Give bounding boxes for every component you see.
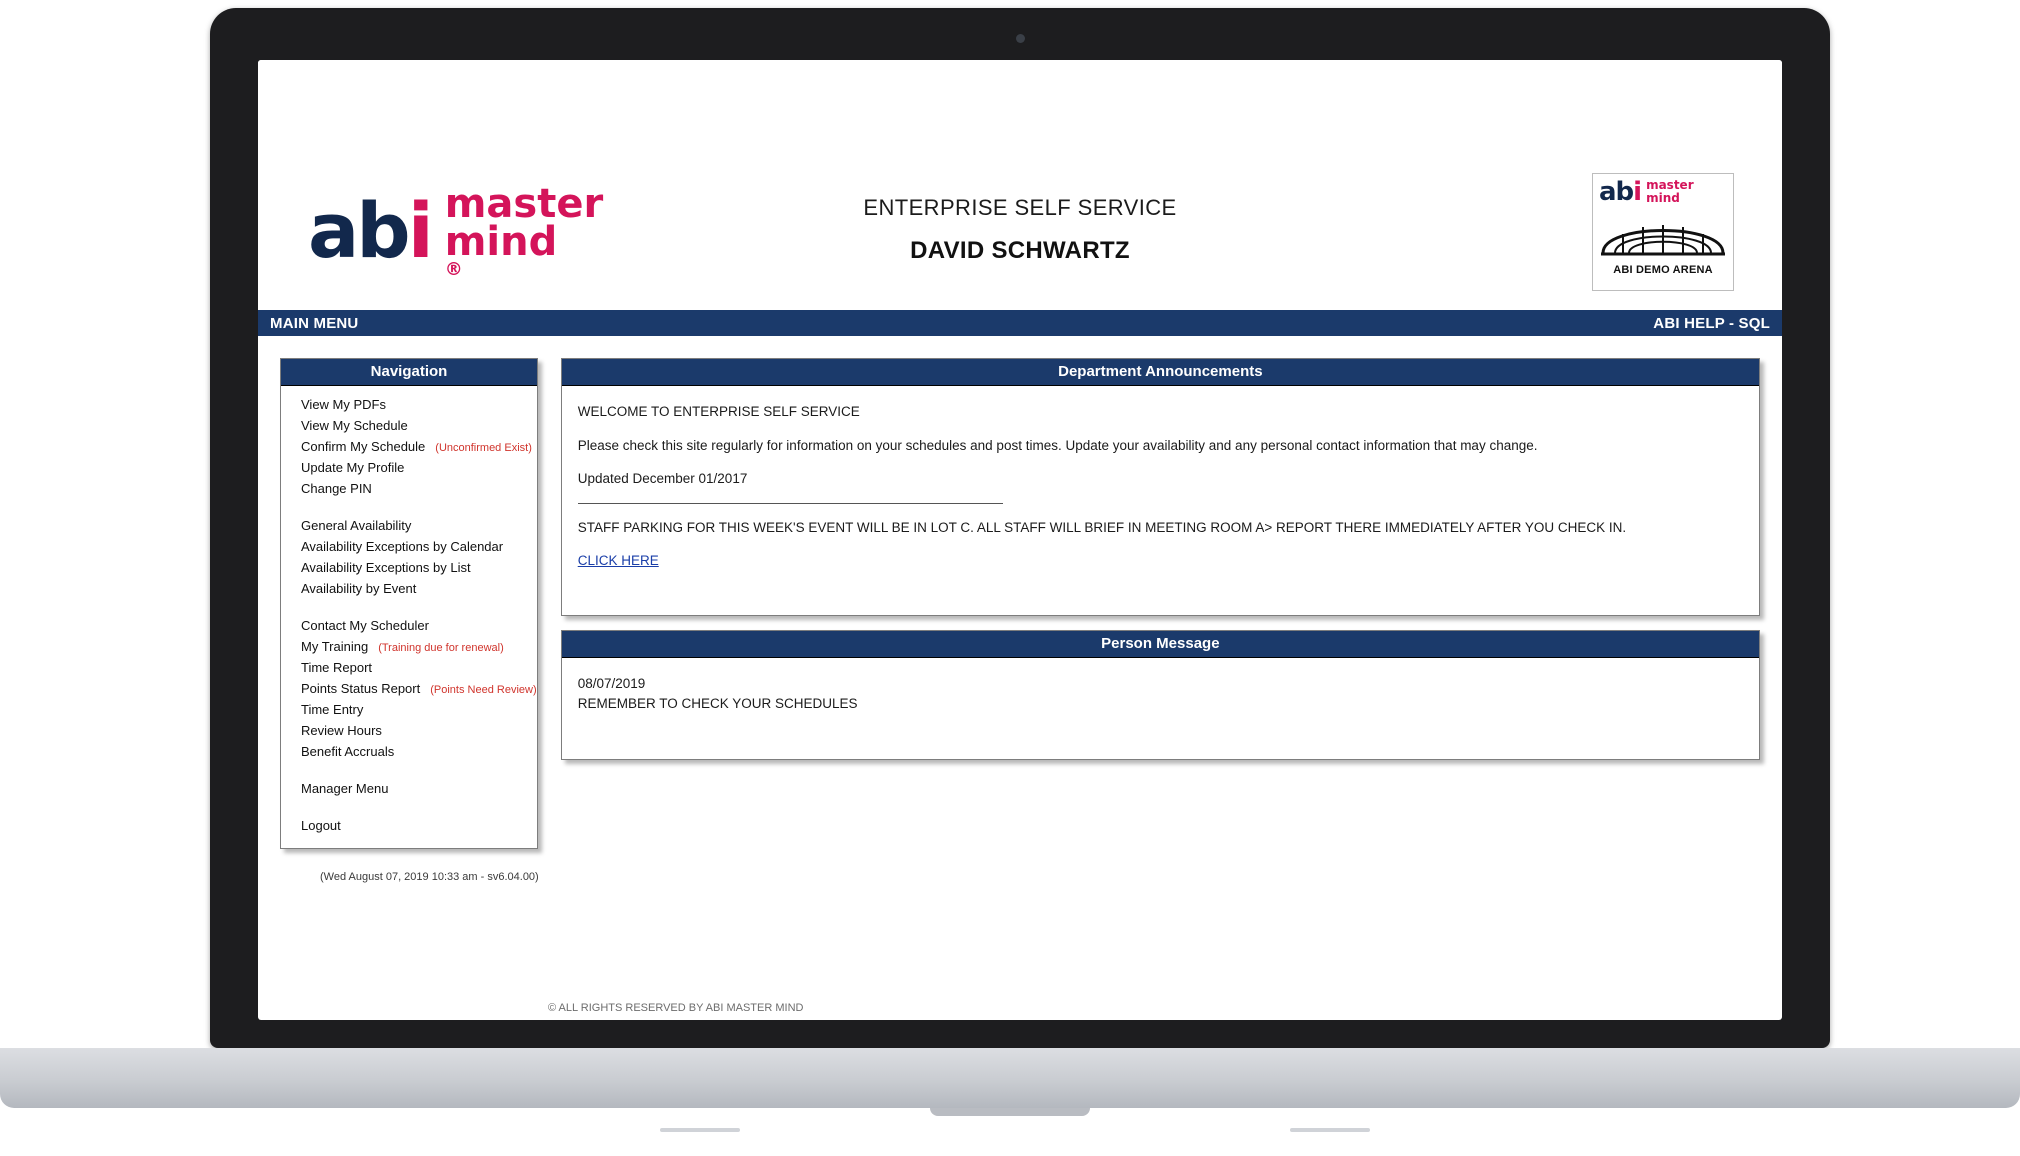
- nav-item-benefit-accruals[interactable]: [281, 741, 537, 762]
- nav-item-review-hours[interactable]: [281, 720, 537, 741]
- main-column: [561, 358, 1760, 760]
- main-menu-label[interactable]: MAIN MENU: [270, 314, 359, 332]
- navigation-panel-title: Navigation: [281, 359, 537, 386]
- nav-item-contact-my-scheduler[interactable]: [281, 615, 537, 636]
- nav-item-label: Availability by Event: [301, 581, 417, 596]
- nav-item-manager-menu[interactable]: [281, 778, 537, 799]
- person-message-date: 08/07/2019: [577, 676, 646, 691]
- nav-item-label: Contact My Scheduler: [301, 618, 429, 633]
- browser-page: [258, 60, 1782, 1020]
- arena-logo: [1592, 173, 1734, 291]
- nav-item-label: Update My Profile: [301, 460, 405, 475]
- nav-item-label: Confirm My Schedule: [301, 439, 426, 454]
- footer-copyright: © ALL RIGHTS RESERVED BY ABI MASTER MIND: [548, 1002, 804, 1014]
- nav-item-view-my-pdfs[interactable]: [281, 394, 537, 415]
- arena-brand: [1599, 179, 1727, 205]
- nav-item-my-training[interactable]: [281, 636, 537, 657]
- nav-item-general-availability[interactable]: [281, 515, 537, 536]
- nav-item-label: Review Hours: [301, 723, 382, 738]
- department-announcements-panel: [561, 358, 1760, 616]
- navigation-panel: [280, 358, 538, 849]
- nav-item-update-my-profile[interactable]: [281, 457, 537, 478]
- arena-building-icon: [1599, 207, 1727, 262]
- nav-item-label: Availability Exceptions by List: [301, 560, 471, 575]
- nav-spacer: [281, 499, 537, 515]
- nav-spacer: [281, 762, 537, 778]
- webcam-icon: [1016, 34, 1025, 43]
- logo-dot-i: i: [407, 186, 431, 276]
- nav-item-view-my-schedule[interactable]: [281, 415, 537, 436]
- nav-item-logout[interactable]: [281, 815, 537, 836]
- nav-item-availability-exceptions-by-list[interactable]: [281, 557, 537, 578]
- logo-mind-word: mind ®: [445, 223, 603, 278]
- laptop-base: [0, 1048, 2020, 1108]
- nav-spacer: [281, 799, 537, 815]
- app-title: ENTERPRISE SELF SERVICE: [863, 195, 1177, 220]
- laptop-foot-right: [1290, 1128, 1370, 1132]
- nav-item-label: Points Status Report: [301, 681, 421, 696]
- nav-item-confirm-my-schedule[interactable]: [281, 436, 537, 457]
- person-message-title: Person Message: [562, 631, 1759, 658]
- arena-name: ABI DEMO ARENA: [1613, 264, 1713, 276]
- nav-item-points-status-report[interactable]: [281, 678, 537, 699]
- nav-item-availability-exceptions-by-calendar[interactable]: [281, 536, 537, 557]
- laptop-notch: [930, 1108, 1090, 1116]
- arena-logo-mastermind-text: master mind: [1646, 178, 1694, 205]
- nav-item-label: Time Entry: [301, 702, 364, 717]
- registered-trademark-icon: ®: [444, 259, 463, 280]
- laptop-foot-left: [660, 1128, 740, 1132]
- nav-item-label: Benefit Accruals: [301, 744, 395, 759]
- logo-abi-text: abi: [308, 186, 431, 276]
- nav-item-status-note: (Points Need Review): [430, 684, 537, 696]
- divider: [578, 503, 1003, 504]
- nav-item-availability-by-event[interactable]: [281, 578, 537, 599]
- click-here-link[interactable]: CLICK HERE: [577, 553, 659, 569]
- nav-item-label: View My PDFs: [301, 397, 386, 412]
- department-announcements-title: Department Announcements: [562, 359, 1759, 386]
- nav-item-label: View My Schedule: [301, 418, 408, 433]
- nav-item-label: Logout: [301, 818, 341, 833]
- nav-item-status-note: (Training due for renewal): [378, 642, 504, 654]
- nav-item-change-pin[interactable]: [281, 478, 537, 499]
- logo-master-word: master: [444, 181, 604, 227]
- screen-bezel: [258, 60, 1782, 1020]
- nav-item-status-note: (Unconfirmed Exist): [435, 442, 532, 454]
- nav-item-time-entry[interactable]: [281, 699, 537, 720]
- nav-item-label: My Training: [301, 639, 369, 654]
- user-name: DAVID SCHWARTZ: [910, 237, 1130, 264]
- announcement-body: Please check this site regularly for information on your schedules and post times. Update your availability and any personal contact information that may change.: [577, 437, 1538, 453]
- department-announcements-body: [562, 386, 1759, 589]
- abi-help-link[interactable]: ABI HELP - SQL: [1653, 314, 1770, 332]
- nav-spacer: [281, 599, 537, 615]
- announcement-welcome: WELCOME TO ENTERPRISE SELF SERVICE: [577, 404, 860, 419]
- nav-item-label: Availability Exceptions by Calendar: [301, 539, 504, 554]
- nav-item-label: Time Report: [301, 660, 373, 675]
- page-header: [258, 60, 1782, 310]
- person-message-panel: [561, 630, 1760, 760]
- nav-item-time-report[interactable]: [281, 657, 537, 678]
- main-menu-bar: [258, 310, 1782, 336]
- person-message-text: REMEMBER TO CHECK YOUR SCHEDULES: [577, 695, 858, 711]
- laptop-lid: [210, 8, 1830, 1048]
- announcement-notice: STAFF PARKING FOR THIS WEEK'S EVENT WILL BE IN LOT C. ALL STAFF WILL BRIEF IN MEETING ROOM A> REPORT THERE IMMEDIATELY AFTER YOU CHECK IN.: [577, 519, 1627, 535]
- nav-item-label: General Availability: [301, 518, 412, 533]
- page-content: [258, 336, 1782, 883]
- navigation-list: [281, 386, 537, 848]
- person-message-body: [562, 658, 1759, 759]
- nav-item-label: Change PIN: [301, 481, 372, 496]
- session-timestamp: (Wed August 07, 2019 10:33 am - sv6.04.00): [320, 871, 539, 883]
- arena-logo-abi-text: abi: [1599, 177, 1642, 207]
- announcement-updated: Updated December 01/2017: [577, 471, 748, 487]
- nav-item-label: Manager Menu: [301, 781, 389, 796]
